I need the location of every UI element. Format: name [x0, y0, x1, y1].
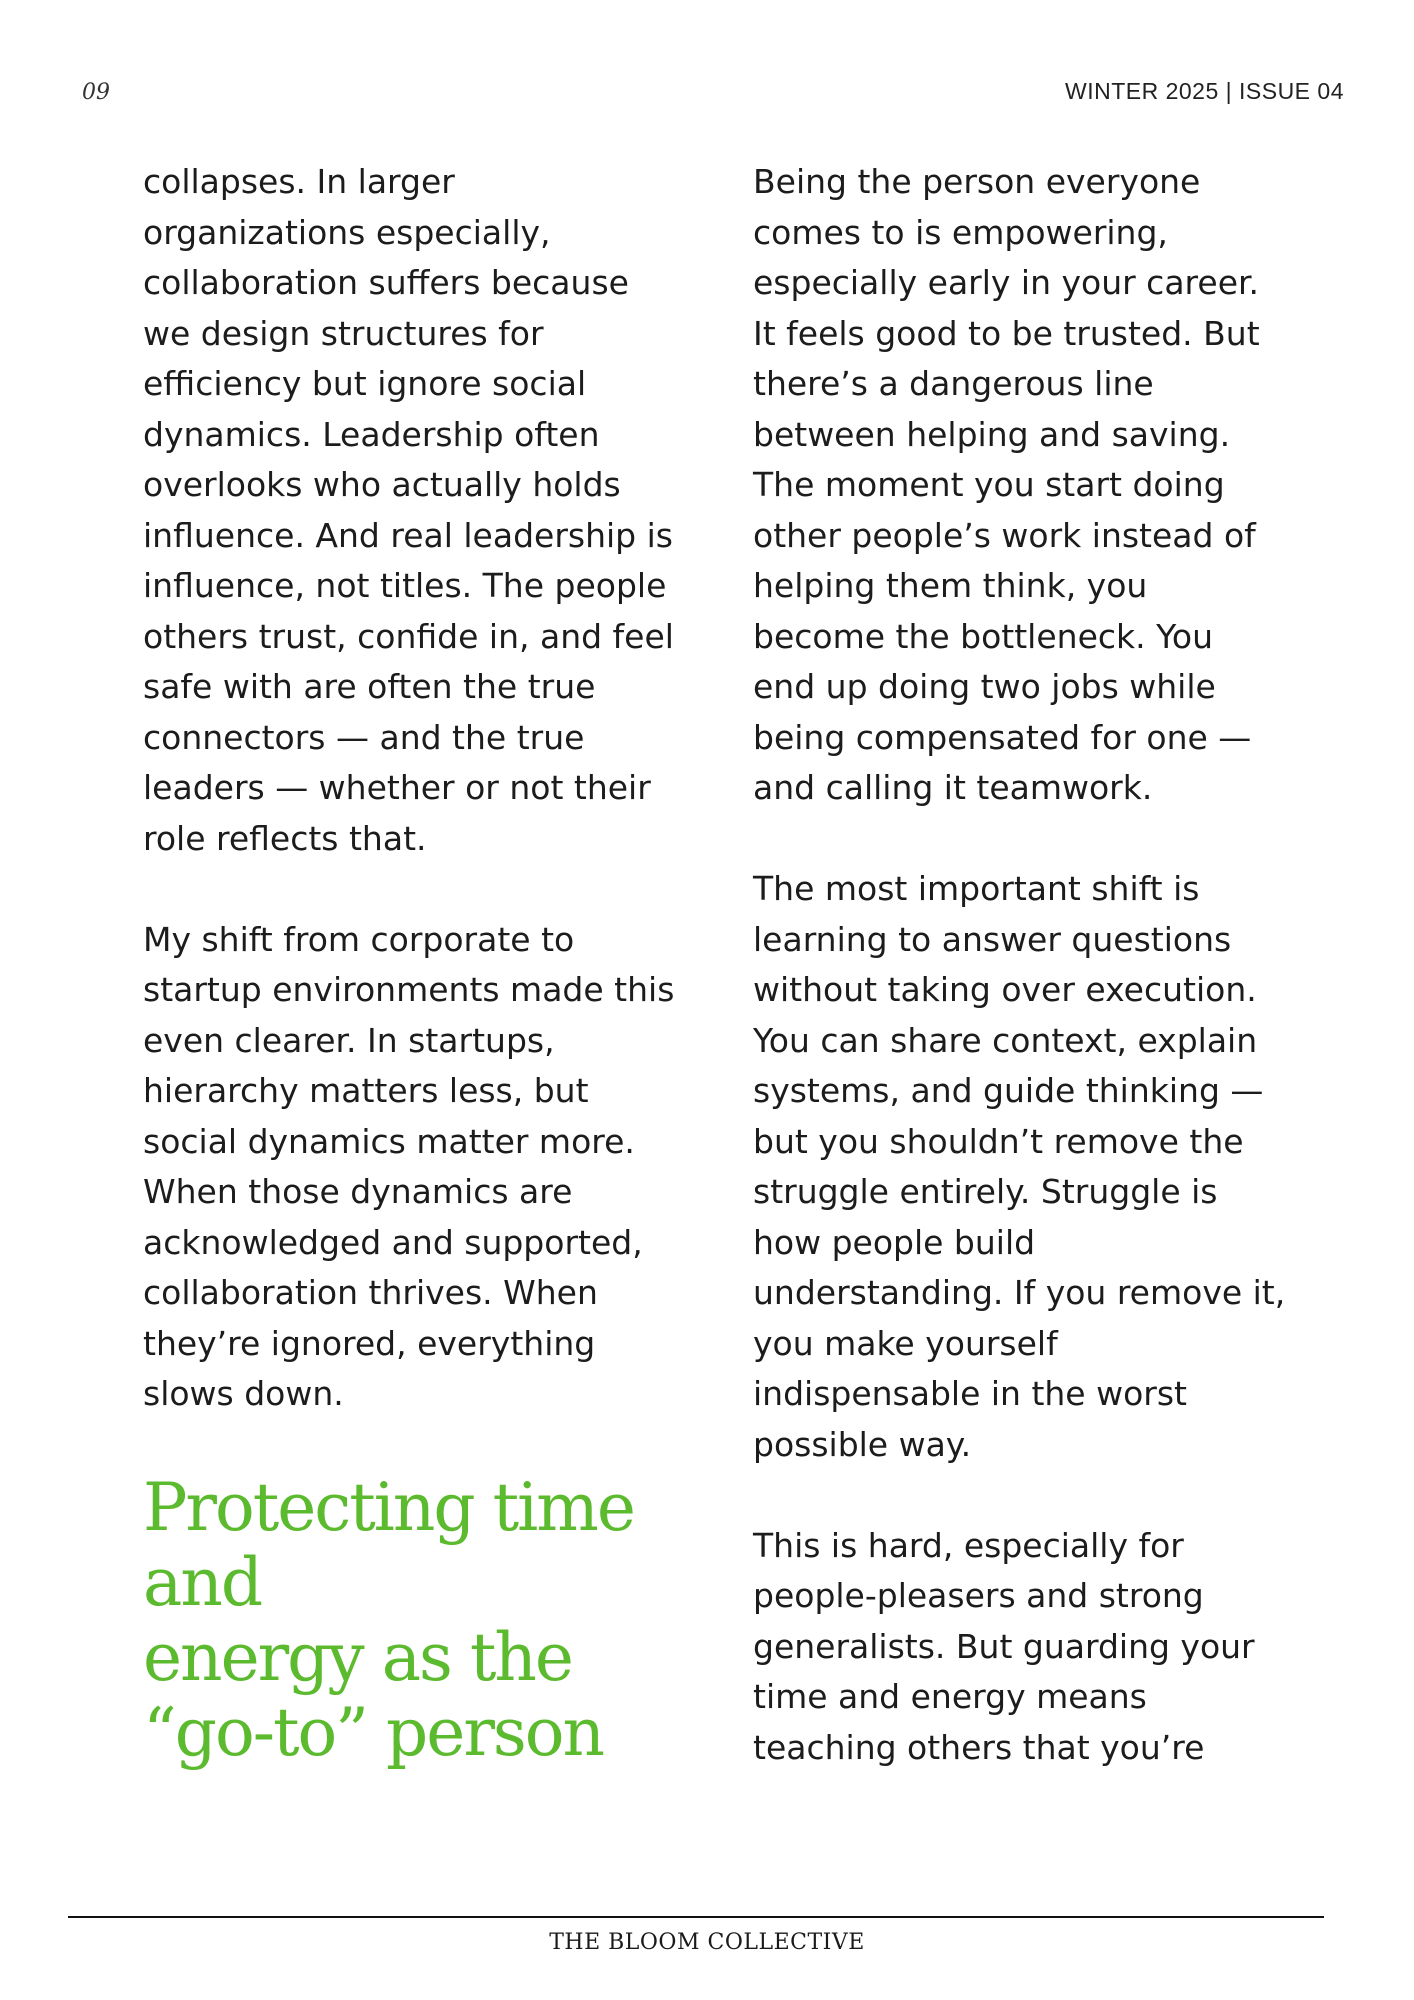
publication-name: THE BLOOM COLLECTIVE [549, 1930, 865, 1955]
page-number: 09 [82, 80, 110, 105]
footer-divider [68, 1916, 1324, 1918]
article-paragraph: Being the person everyone comes to is empowering, especially early in your career. It feels good to be trusted. But there’s a dangerous line between helping and saving. The moment you start doing other people’s work instead of helping them think, you become the bottleneck. You end up doing two jobs while being compensated for one — and calling it teamwork. [753, 162, 1260, 807]
article-paragraph: This is hard, especially for people-pleasers and strong generalists. But guarding your time and energy means teaching others that you’re [753, 1525, 1255, 1767]
issue-label: WINTER 2025 | ISSUE 04 [1064, 78, 1344, 104]
article-paragraph: collapses. In larger organizations especially, collaboration suffers because we design structures for efficiency but ignore social dynamics. Leadership often overlooks who actually holds influence. And real leadership is influence, not titles. The people others trust, confide in, and feel safe with are often the true connectors — and the true leaders — whether or not their role reflects that. [143, 162, 674, 858]
article-paragraph: My shift from corporate to startup environments made this even clearer. In startups, hierarchy matters less, but social dynamics matter more. When those dynamics are acknowledged and supported, collaboration thrives. When they’re ignored, everything slows down. [143, 919, 675, 1413]
left-column [143, 157, 723, 1770]
section-heading: Protecting time and energy as the “go-to” person [143, 1469, 634, 1771]
right-column [753, 157, 1343, 1773]
article-paragraph: The most important shift is learning to answer questions without taking over execution. You can share context, explain systems, and guide thinking — but you shouldn’t remove the struggle entirely. Struggle is how people build understanding. If you remove it, you make yourself indispensable in the worst possible way. [753, 869, 1286, 1464]
